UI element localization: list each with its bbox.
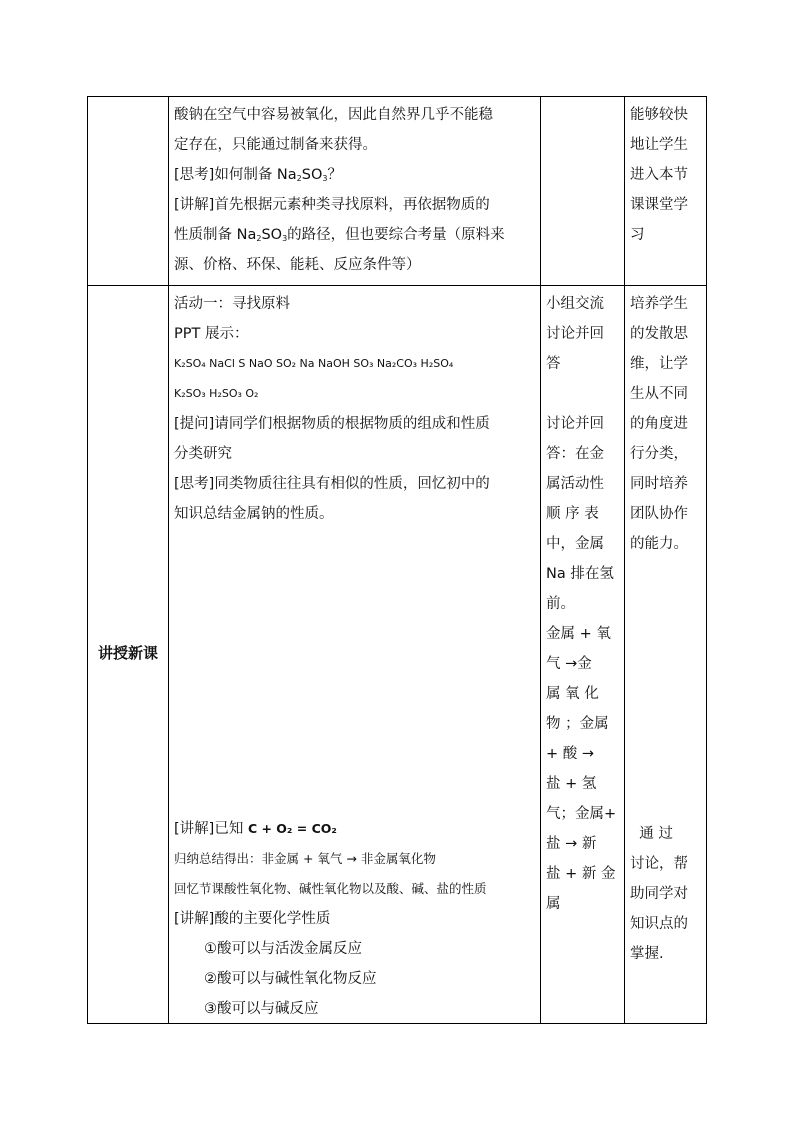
student-line: 中，金属 [546, 536, 604, 552]
lesson-table [87, 96, 707, 1024]
row2-student-cell [546, 289, 618, 919]
purpose-line: 课课堂学 [630, 197, 688, 213]
purpose-line: 的发散思 [630, 326, 688, 342]
purpose-line: 地让学生 [630, 137, 688, 153]
purpose-line: 能够较快 [630, 107, 688, 123]
explain-line: 性质制备 $Na_2SO_3$的路径，但也要综合考量（原料来 [174, 227, 505, 243]
student-line: 盐 + 新 金 [546, 866, 616, 882]
student-line: 属活动性 [546, 476, 604, 492]
acid-item: ③酸可以与碱反应 [204, 1001, 319, 1017]
text-line: 酸钠在空气中容易被氧化，因此自然界几乎不能稳 [174, 107, 493, 123]
text-line: 定存在，只能通过制备来获得。 [174, 137, 377, 153]
purpose-line: 生从不同 [630, 386, 688, 402]
student-line: 前。 [546, 596, 575, 612]
column-divider [540, 97, 541, 1023]
acid-item: ②酸可以与碱性氧化物反应 [204, 971, 377, 987]
student-line: 答：在金 [546, 446, 604, 462]
student-line: 答 [546, 356, 561, 372]
explain-line: [讲解]已知 C + O₂ = CO₂ [174, 821, 337, 837]
acid-item: ①酸可以与活泼金属反应 [204, 941, 362, 957]
student-line: 讨论并回 [546, 326, 604, 342]
purpose-line: 习 [630, 227, 645, 243]
student-line: Na 排在氢 [546, 566, 614, 582]
activity-title: 活动一：寻找原料 [174, 296, 290, 312]
explain-line: 源、价格、环保、能耗、反应条件等） [174, 257, 421, 273]
purpose-line: 进入本节 [630, 167, 688, 183]
purpose-line: 维，让学 [630, 356, 688, 372]
student-line: 小组交流 [546, 296, 604, 312]
purpose-line: 的角度进 [630, 416, 688, 432]
row2-content-lower [174, 814, 536, 1024]
student-line: 物 ；金属 [546, 716, 609, 732]
row-divider [88, 285, 706, 286]
purpose-line: 同时培养 [630, 476, 688, 492]
ppt-label: PPT 展示： [174, 326, 249, 342]
column-divider [168, 97, 169, 1023]
column-divider [624, 97, 625, 1023]
student-line: 盐 → 新 [546, 836, 597, 852]
question-line: [提问]请同学们根据物质的根据物质的组成和性质 [174, 416, 490, 432]
purpose-line: 培养学生 [630, 296, 688, 312]
row1-content-cell [174, 100, 536, 280]
student-line: 讨论并回 [546, 416, 604, 432]
student-line: + 酸 → [546, 746, 595, 762]
purpose-line: 助同学对 [630, 886, 688, 902]
student-line: 盐 + 氢 [546, 776, 597, 792]
purpose-line: 团队协作 [630, 506, 688, 522]
row1-purpose-cell [630, 100, 704, 250]
think-line: [思考]同类物质往往具有相似的性质，回忆初中的 [174, 476, 490, 492]
purpose-line: 讨论，帮 [630, 856, 688, 872]
think-line: 知识总结金属钠的性质。 [174, 506, 334, 522]
purpose-line: 行分类， [630, 446, 688, 462]
explain-line: [讲解]首先根据元素种类寻找原料，再依据物质的 [174, 197, 490, 213]
think-line: [思考]如何制备 $Na_2SO_3$？ [174, 167, 342, 183]
row2-content-cell [174, 289, 536, 529]
purpose-line: 掌握. [630, 946, 664, 962]
row2-purpose-lower [630, 819, 704, 969]
recall-line: 回忆节课酸性氧化物、碱性氧化物以及酸、碱、盐的性质 [174, 881, 487, 896]
student-line: 顺 序 表 [546, 506, 599, 522]
student-line: 气 →金 [546, 656, 592, 672]
formula-list: K₂SO₄ NaCl S NaO SO₂ Na NaOH SO₃ Na₂CO₃ H₂SO₄ [174, 357, 454, 370]
section-label: 讲授新课 [97, 644, 158, 662]
row2-purpose-cell [630, 289, 704, 559]
student-line: 属 [546, 896, 561, 912]
acid-title: [讲解]酸的主要化学性质 [174, 911, 331, 927]
purpose-line: 通 过 [630, 826, 673, 842]
student-line: 金属 + 氧 [546, 626, 611, 642]
student-line: 属 氧 化 [546, 686, 599, 702]
purpose-line: 的能力。 [630, 536, 688, 552]
purpose-line: 知识点的 [630, 916, 688, 932]
summary-line: 归纳总结得出：非金属 + 氧气 → 非金属氧化物 [174, 851, 436, 866]
question-line: 分类研究 [174, 446, 232, 462]
formula-list: K₂SO₃ H₂SO₃ O₂ [174, 387, 259, 400]
student-line: 气；金属+ [546, 806, 617, 822]
